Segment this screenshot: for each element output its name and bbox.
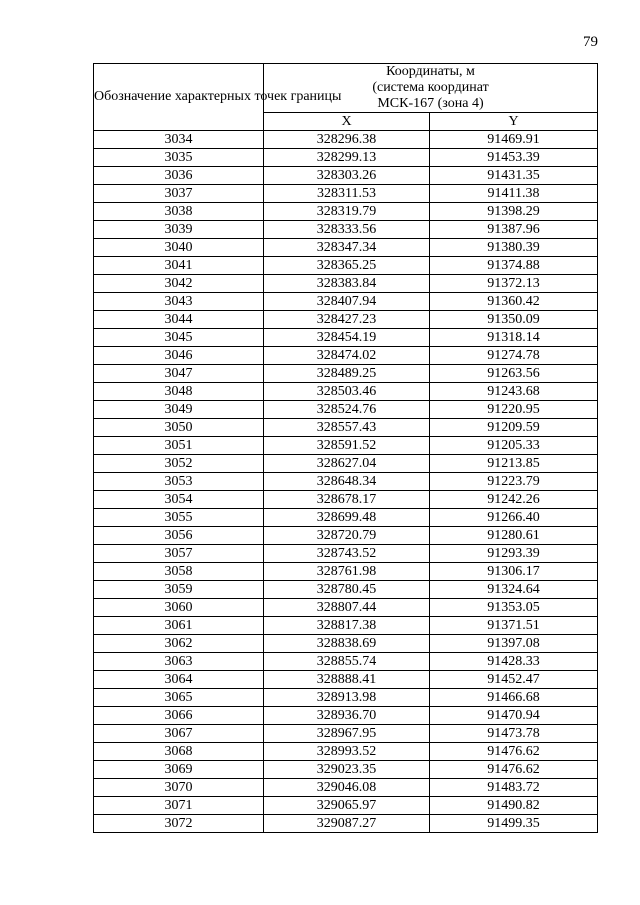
page-number: 79 [583, 34, 598, 50]
header-point-label: Обозначение характерных точек границы [94, 89, 342, 104]
y-coordinate-cell: 91473.78 [430, 725, 598, 743]
table-header [94, 64, 598, 131]
y-coordinate-cell: 91205.33 [430, 437, 598, 455]
x-coordinate-cell: 328591.52 [264, 437, 430, 455]
x-coordinate-cell: 328319.79 [264, 203, 430, 221]
table-row [94, 545, 598, 563]
table-row [94, 581, 598, 599]
y-coordinate-cell: 91306.17 [430, 563, 598, 581]
y-coordinate-cell: 91476.62 [430, 743, 598, 761]
table-row [94, 527, 598, 545]
x-coordinate-cell: 328474.02 [264, 347, 430, 365]
point-id-cell: 3039 [94, 221, 264, 239]
header-coords-line2: (система координат [372, 80, 489, 95]
table-row [94, 779, 598, 797]
table-row [94, 725, 598, 743]
x-coordinate-cell: 329046.08 [264, 779, 430, 797]
y-coordinate-cell: 91213.85 [430, 455, 598, 473]
x-coordinate-cell: 328407.94 [264, 293, 430, 311]
point-id-cell: 3063 [94, 653, 264, 671]
table-row [94, 617, 598, 635]
point-id-cell: 3055 [94, 509, 264, 527]
table-row [94, 167, 598, 185]
x-coordinate-cell: 328333.56 [264, 221, 430, 239]
point-id-cell: 3065 [94, 689, 264, 707]
point-id-cell: 3070 [94, 779, 264, 797]
x-coordinate-cell: 328489.25 [264, 365, 430, 383]
table-row [94, 383, 598, 401]
y-coordinate-cell: 91223.79 [430, 473, 598, 491]
point-id-cell: 3034 [94, 131, 264, 149]
point-id-cell: 3035 [94, 149, 264, 167]
point-id-cell: 3062 [94, 635, 264, 653]
x-coordinate-cell: 328427.23 [264, 311, 430, 329]
table-row [94, 599, 598, 617]
header-point-designation [94, 64, 342, 131]
y-coordinate-cell: 91397.08 [430, 635, 598, 653]
header-coords-line3: МСК-167 (зона 4) [377, 96, 484, 111]
point-id-cell: 3046 [94, 347, 264, 365]
table-row [94, 347, 598, 365]
table-row [94, 671, 598, 689]
y-coordinate-cell: 91243.68 [430, 383, 598, 401]
point-id-cell: 3042 [94, 275, 264, 293]
point-id-cell: 3071 [94, 797, 264, 815]
y-coordinate-cell: 91499.35 [430, 815, 598, 833]
y-coordinate-cell: 91263.56 [430, 365, 598, 383]
table-row [94, 509, 598, 527]
y-coordinate-cell: 91274.78 [430, 347, 598, 365]
x-coordinate-cell: 329023.35 [264, 761, 430, 779]
point-id-cell: 3068 [94, 743, 264, 761]
table-row [94, 329, 598, 347]
y-coordinate-cell: 91360.42 [430, 293, 598, 311]
header-x: X [264, 113, 430, 131]
header-y: Y [430, 113, 598, 131]
table-row [94, 473, 598, 491]
table-row [94, 635, 598, 653]
y-coordinate-cell: 91469.91 [430, 131, 598, 149]
y-coordinate-cell: 91483.72 [430, 779, 598, 797]
y-coordinate-cell: 91398.29 [430, 203, 598, 221]
y-coordinate-cell: 91372.13 [430, 275, 598, 293]
x-coordinate-cell: 328888.41 [264, 671, 430, 689]
x-coordinate-cell: 328296.38 [264, 131, 430, 149]
point-id-cell: 3041 [94, 257, 264, 275]
point-id-cell: 3045 [94, 329, 264, 347]
x-coordinate-cell: 329087.27 [264, 815, 430, 833]
table-row [94, 311, 598, 329]
y-coordinate-cell: 91411.38 [430, 185, 598, 203]
header-coords-line1: Координаты, м [386, 64, 475, 79]
y-coordinate-cell: 91380.39 [430, 239, 598, 257]
x-coordinate-cell: 328761.98 [264, 563, 430, 581]
point-id-cell: 3054 [94, 491, 264, 509]
point-id-cell: 3044 [94, 311, 264, 329]
x-coordinate-cell: 328720.79 [264, 527, 430, 545]
point-id-cell: 3050 [94, 419, 264, 437]
point-id-cell: 3072 [94, 815, 264, 833]
table-row [94, 761, 598, 779]
table-row [94, 401, 598, 419]
y-coordinate-cell: 91476.62 [430, 761, 598, 779]
x-coordinate-cell: 329065.97 [264, 797, 430, 815]
y-coordinate-cell: 91453.39 [430, 149, 598, 167]
table-row [94, 491, 598, 509]
point-id-cell: 3047 [94, 365, 264, 383]
point-id-cell: 3067 [94, 725, 264, 743]
y-coordinate-cell: 91431.35 [430, 167, 598, 185]
point-id-cell: 3059 [94, 581, 264, 599]
x-coordinate-cell: 328807.44 [264, 599, 430, 617]
x-coordinate-cell: 328303.26 [264, 167, 430, 185]
table-row [94, 275, 598, 293]
x-coordinate-cell: 328365.25 [264, 257, 430, 275]
point-id-cell: 3066 [94, 707, 264, 725]
point-id-cell: 3069 [94, 761, 264, 779]
point-id-cell: 3049 [94, 401, 264, 419]
x-coordinate-cell: 328299.13 [264, 149, 430, 167]
table-row [94, 815, 598, 833]
y-coordinate-cell: 91220.95 [430, 401, 598, 419]
point-id-cell: 3048 [94, 383, 264, 401]
y-coordinate-cell: 91209.59 [430, 419, 598, 437]
table-row [94, 293, 598, 311]
point-id-cell: 3057 [94, 545, 264, 563]
x-coordinate-cell: 328913.98 [264, 689, 430, 707]
table-row [94, 743, 598, 761]
x-coordinate-cell: 328557.43 [264, 419, 430, 437]
x-coordinate-cell: 328699.48 [264, 509, 430, 527]
x-coordinate-cell: 328503.46 [264, 383, 430, 401]
x-coordinate-cell: 328347.34 [264, 239, 430, 257]
point-id-cell: 3053 [94, 473, 264, 491]
y-coordinate-cell: 91490.82 [430, 797, 598, 815]
table-row [94, 437, 598, 455]
table-row [94, 707, 598, 725]
x-coordinate-cell: 328648.34 [264, 473, 430, 491]
x-coordinate-cell: 328838.69 [264, 635, 430, 653]
x-coordinate-cell: 328855.74 [264, 653, 430, 671]
coordinates-table [93, 63, 598, 833]
y-coordinate-cell: 91470.94 [430, 707, 598, 725]
x-coordinate-cell: 328627.04 [264, 455, 430, 473]
table-row [94, 257, 598, 275]
table-row [94, 419, 598, 437]
table-row [94, 455, 598, 473]
y-coordinate-cell: 91350.09 [430, 311, 598, 329]
table-row [94, 689, 598, 707]
y-coordinate-cell: 91318.14 [430, 329, 598, 347]
y-coordinate-cell: 91371.51 [430, 617, 598, 635]
x-coordinate-cell: 328524.76 [264, 401, 430, 419]
x-coordinate-cell: 328993.52 [264, 743, 430, 761]
x-coordinate-cell: 328454.19 [264, 329, 430, 347]
y-coordinate-cell: 91387.96 [430, 221, 598, 239]
table-row [94, 185, 598, 203]
y-coordinate-cell: 91280.61 [430, 527, 598, 545]
point-id-cell: 3038 [94, 203, 264, 221]
x-coordinate-cell: 328817.38 [264, 617, 430, 635]
point-id-cell: 3040 [94, 239, 264, 257]
header-coordinates [264, 64, 598, 113]
x-coordinate-cell: 328678.17 [264, 491, 430, 509]
point-id-cell: 3052 [94, 455, 264, 473]
table-row [94, 239, 598, 257]
table-row [94, 797, 598, 815]
y-coordinate-cell: 91266.40 [430, 509, 598, 527]
x-coordinate-cell: 328383.84 [264, 275, 430, 293]
point-id-cell: 3051 [94, 437, 264, 455]
y-coordinate-cell: 91242.26 [430, 491, 598, 509]
x-coordinate-cell: 328743.52 [264, 545, 430, 563]
x-coordinate-cell: 328780.45 [264, 581, 430, 599]
table-row [94, 221, 598, 239]
y-coordinate-cell: 91466.68 [430, 689, 598, 707]
point-id-cell: 3060 [94, 599, 264, 617]
point-id-cell: 3058 [94, 563, 264, 581]
table-row [94, 149, 598, 167]
table-body [94, 131, 598, 833]
y-coordinate-cell: 91374.88 [430, 257, 598, 275]
y-coordinate-cell: 91428.33 [430, 653, 598, 671]
x-coordinate-cell: 328936.70 [264, 707, 430, 725]
y-coordinate-cell: 91293.39 [430, 545, 598, 563]
point-id-cell: 3064 [94, 671, 264, 689]
point-id-cell: 3056 [94, 527, 264, 545]
table-row [94, 653, 598, 671]
point-id-cell: 3043 [94, 293, 264, 311]
x-coordinate-cell: 328967.95 [264, 725, 430, 743]
y-coordinate-cell: 91452.47 [430, 671, 598, 689]
table-row [94, 203, 598, 221]
point-id-cell: 3036 [94, 167, 264, 185]
y-coordinate-cell: 91353.05 [430, 599, 598, 617]
y-coordinate-cell: 91324.64 [430, 581, 598, 599]
point-id-cell: 3037 [94, 185, 264, 203]
table-row [94, 131, 598, 149]
x-coordinate-cell: 328311.53 [264, 185, 430, 203]
point-id-cell: 3061 [94, 617, 264, 635]
table-row [94, 563, 598, 581]
table-row [94, 365, 598, 383]
